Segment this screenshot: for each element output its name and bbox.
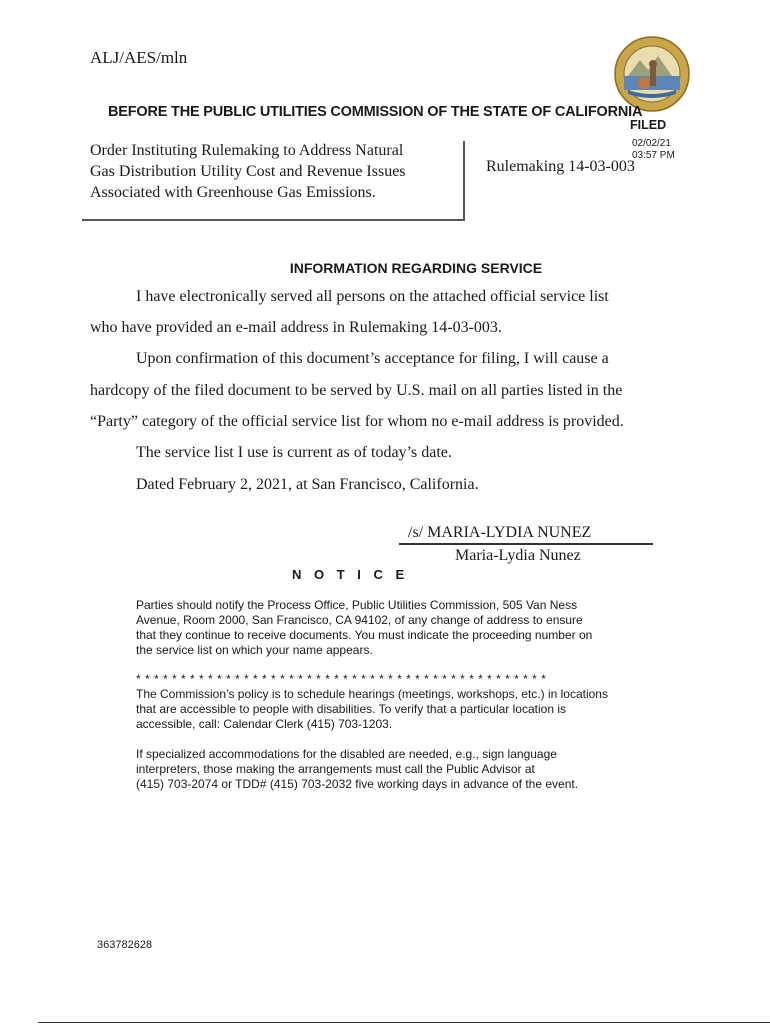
star-separator: * * * * * * * * * * * * * * * * * * * * * * * * * * * * * * * * * * * * * * * * * * * * * * — [136, 672, 547, 686]
proceeding-number: Rulemaking 14-03-003 — [486, 158, 635, 175]
notice-paragraph-address — [136, 598, 592, 658]
notice-line: Avenue, Room 2000, San Francisco, CA 94102, of any change of address to ensure — [136, 613, 583, 627]
notice-line: interpreters, those making the arrangements must call the Public Advisor at — [136, 762, 535, 776]
caption-line: Associated with Greenhouse Gas Emissions. — [90, 184, 376, 201]
notice-paragraph-accessibility — [136, 687, 608, 732]
notice-line: accessible, call: Calendar Clerk (415) 703-1203. — [136, 717, 393, 731]
notice-line: If specialized accommodations for the disabled are needed, e.g., sign language — [136, 747, 557, 761]
document-title: INFORMATION REGARDING SERVICE — [289, 260, 543, 276]
case-caption — [90, 140, 460, 203]
filed-time: 03:57 PM — [632, 150, 675, 161]
body-line: I have electronically served all persons on the attached official service list — [136, 288, 609, 305]
caption-line: Order Instituting Rulemaking to Address Natural — [90, 142, 404, 159]
notice-heading: N O T I C E — [292, 567, 409, 582]
signature-line — [399, 543, 653, 545]
signer-name: Maria-Lydia Nunez — [455, 547, 581, 564]
docket-code: ALJ/AES/mln — [90, 48, 188, 67]
body-line: hardcopy of the filed document to be served by U.S. mail on all parties listed in the — [90, 382, 623, 399]
body-line: who have provided an e-mail address in Rulemaking 14-03-003. — [90, 319, 502, 336]
conformed-signature: /s/ MARIA-LYDIA NUNEZ — [408, 524, 592, 541]
body-line: “Party” category of the official service list for whom no e-mail address is provided. — [90, 413, 624, 430]
notice-line: that are accessible to people with disabilities. To verify that a particular location is — [136, 702, 567, 716]
notice-paragraph-accommodations — [136, 747, 578, 792]
commission-title: BEFORE THE PUBLIC UTILITIES COMMISSION OF THE STATE OF CALIFORNIA — [108, 104, 643, 120]
notice-line: that they continue to receive documents. You must indicate the proceeding number on — [136, 628, 593, 642]
notice-line: the service list on which your name appears. — [136, 643, 373, 657]
notice-line: Parties should notify the Process Office, Public Utilities Commission, 505 Van Ness — [136, 598, 578, 612]
filed-stamp: FILED — [630, 118, 667, 132]
notice-line: (415) 703-2074 or TDD# (415) 703-2032 five working days in advance of the event. — [136, 777, 579, 791]
body-line: Upon confirmation of this document’s acceptance for filing, I will cause a — [136, 350, 609, 367]
caption-divider-horizontal — [82, 219, 465, 221]
california-state-seal-icon — [614, 36, 690, 112]
notice-line: The Commission’s policy is to schedule hearings (meetings, workshops, etc.) in locations — [136, 687, 608, 701]
document-id: 363782628 — [97, 939, 153, 951]
caption-line: Gas Distribution Utility Cost and Revenue Issues — [90, 163, 406, 180]
footer-divider — [38, 1022, 770, 1023]
body-line: The service list I use is current as of today’s date. — [136, 444, 452, 461]
body-line: Dated February 2, 2021, at San Francisco, California. — [136, 476, 479, 493]
filed-datetime — [632, 138, 675, 162]
caption-divider-vertical — [463, 141, 465, 221]
filed-date: 02/02/21 — [632, 138, 671, 149]
